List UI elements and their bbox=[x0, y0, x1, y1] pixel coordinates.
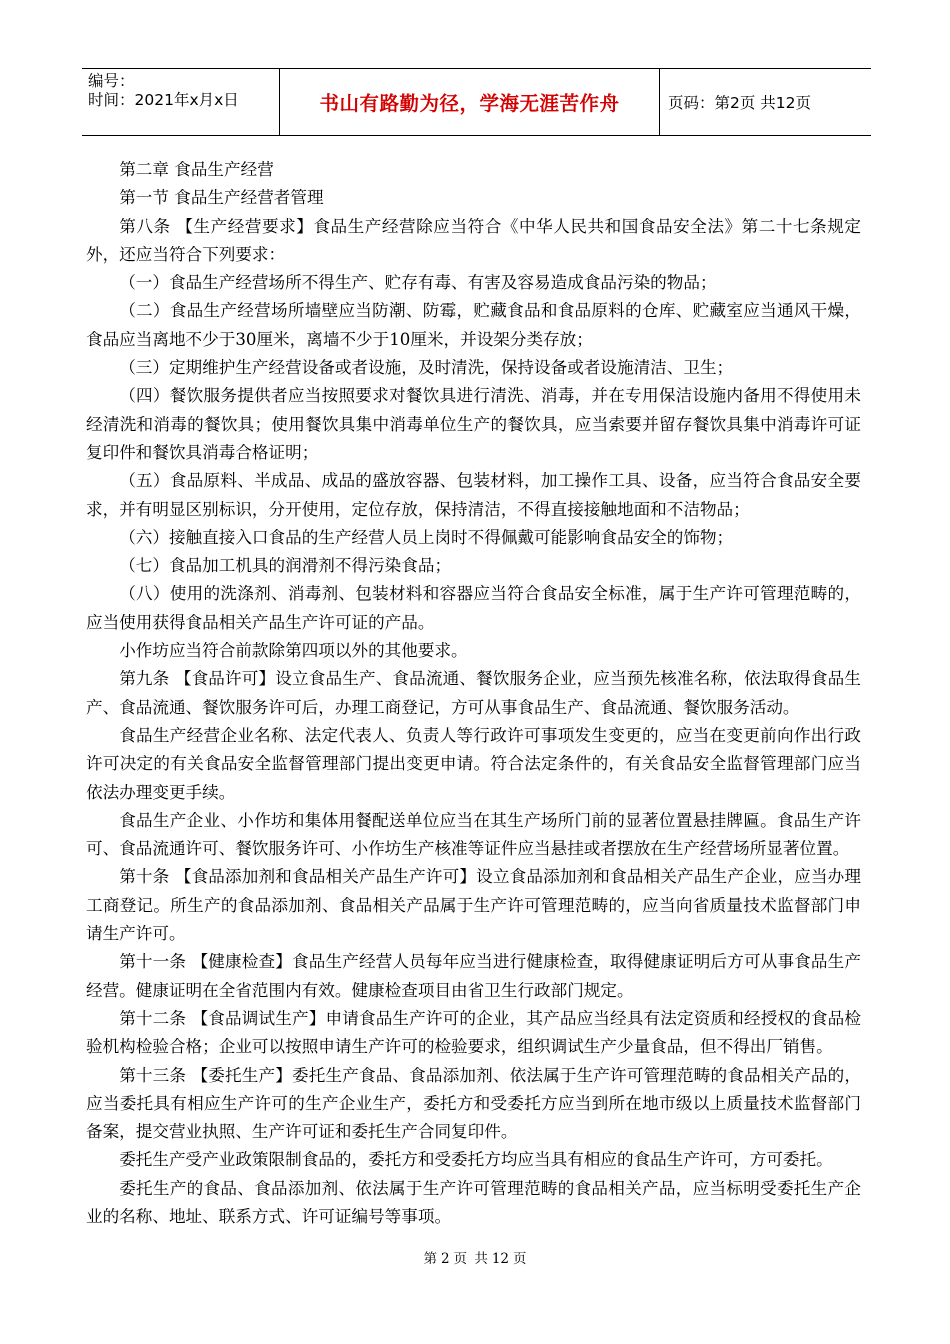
paragraph: （五）食品原料、半成品、成品的盛放容器、包装材料，加工操作工具、设备，应当符合食品安全要求，并有明显区别标识，分开使用，定位存放，保持清洁，不得直接接触地面和不洁物品； bbox=[86, 471, 861, 519]
paragraph: （八）使用的洗涤剂、消毒剂、包装材料和容器应当符合食品安全标准，属于生产许可管理范畴的，应当使用获得食品相关产品生产许可证的产品。 bbox=[86, 584, 861, 632]
chapter-title: 第二章 食品生产经营 bbox=[119, 160, 274, 179]
paragraph: 第十二条 【食品调试生产】申请食品生产许可的企业，其产品应当经具有法定资质和经授权的食品检验机构检验合格；企业可以按照申请生产许可的检验要求，组织调试生产少量食品，但不得出厂销售。 bbox=[86, 1008, 861, 1057]
document-number-label: 编号： bbox=[88, 72, 135, 90]
document-date-label: 时间：2021年x月x日 bbox=[88, 91, 239, 109]
paragraph: （一）食品生产经营场所不得生产、贮存有毒、有害及容易造成食品污染的物品； bbox=[119, 273, 717, 293]
paragraph: 第十一条 【健康检查】食品生产经营人员每年应当进行健康检查，取得健康证明后方可从事食品生产经营。健康证明在全省范围内有效。健康检查项目由省卫生行政部门规定。 bbox=[86, 952, 861, 1000]
paragraph: （三）定期维护生产经营设备或者设施，及时清洗，保持设备或者设施清洁、卫生； bbox=[119, 358, 734, 378]
paragraph: 第十三条 【委托生产】委托生产食品、食品添加剂、依法属于生产许可管理范畴的食品相关产品的，应当委托具有相应生产许可的生产企业生产，委托方和受委托方应当到所在地市级以上质量技术监督部门备案，提交营业执照、生产许可证和委托生产合同复印件。 bbox=[86, 1065, 861, 1142]
paragraph: 食品生产企业、小作坊和集体用餐配送单位应当在其生产场所门前的显著位置悬挂牌匾。食品生产许可、食品流通许可、餐饮服务许可、小作坊生产核准等证件应当悬挂或者摆放在生产经营场所显著位置。 bbox=[86, 810, 861, 859]
footer-suffix: 页 bbox=[513, 1251, 527, 1267]
paragraph: 第九条 【食品许可】设立食品生产、食品流通、餐饮服务企业，应当预先核准名称，依法取得食品生产、食品流通、餐饮服务许可后，办理工商登记，方可从事食品生产、食品流通、餐饮服务活动。 bbox=[86, 669, 861, 717]
footer-current-page: 2 bbox=[440, 1251, 450, 1267]
header-page-info: 页码：第2页 共12页 bbox=[668, 94, 812, 112]
paragraph: 第八条 【生产经营要求】食品生产经营除应当符合《中华人民共和国食品安全法》第二十七条规定外，还应当符合下列要求： bbox=[86, 216, 861, 264]
document-body bbox=[86, 156, 861, 1231]
page-footer bbox=[0, 1247, 950, 1267]
footer-prefix: 第 bbox=[423, 1251, 437, 1267]
paragraph: 小作坊应当符合前款除第四项以外的其他要求。 bbox=[119, 641, 468, 661]
header-motto: 书山有路勤为径，学海无涯苦作舟 bbox=[279, 69, 660, 135]
paragraph: （四）餐饮服务提供者应当按照要求对餐饮具进行清洗、消毒，并在专用保洁设施内备用不得使用未经清洗和消毒的餐饮具；使用餐饮具集中消毒单位生产的餐饮具，应当索要并留存餐饮具集中消毒许可证复印件和餐饮具消毒合格证明； bbox=[86, 386, 861, 462]
paragraph: 委托生产受产业政策限制食品的，委托方和受委托方均应当具有相应的食品生产许可，方可委托。 bbox=[119, 1150, 833, 1170]
section-title: 第一节 食品生产经营者管理 bbox=[119, 188, 324, 208]
header-meta bbox=[82, 69, 279, 135]
page-header bbox=[82, 68, 871, 136]
paragraph: 食品生产经营企业名称、法定代表人、负责人等行政许可事项发生变更的，应当在变更前向作出行政许可决定的有关食品安全监督管理部门提出变更申请。符合法定条件的，有关食品安全监督管理部门应当依法办理变更手续。 bbox=[86, 725, 861, 802]
footer-total-pages: 12 bbox=[491, 1251, 510, 1267]
paragraph: 委托生产的食品、食品添加剂、依法属于生产许可管理范畴的食品相关产品，应当标明受委托生产企业的名称、地址、联系方式、许可证编号等事项。 bbox=[86, 1178, 861, 1226]
paragraph: （七）食品加工机具的润滑剂不得污染食品； bbox=[119, 556, 452, 576]
paragraph: （二）食品生产经营场所墙壁应当防潮、防霉，贮藏食品和食品原料的仓库、贮藏室应当通风干燥，食品应当离地不少于30厘米，离墙不少于10厘米，并设架分类存放； bbox=[86, 301, 861, 349]
paragraph: 第十条 【食品添加剂和食品相关产品生产许可】设立食品添加剂和食品相关产品生产企业，应当办理工商登记。所生产的食品添加剂、食品相关产品属于生产许可管理范畴的，应当向省质量技术监督部门申请生产许可。 bbox=[86, 867, 861, 944]
paragraph: （六）接触直接入口食品的生产经营人员上岗时不得佩戴可能影响食品安全的饰物； bbox=[119, 527, 734, 547]
footer-middle: 页 共 bbox=[453, 1251, 488, 1267]
